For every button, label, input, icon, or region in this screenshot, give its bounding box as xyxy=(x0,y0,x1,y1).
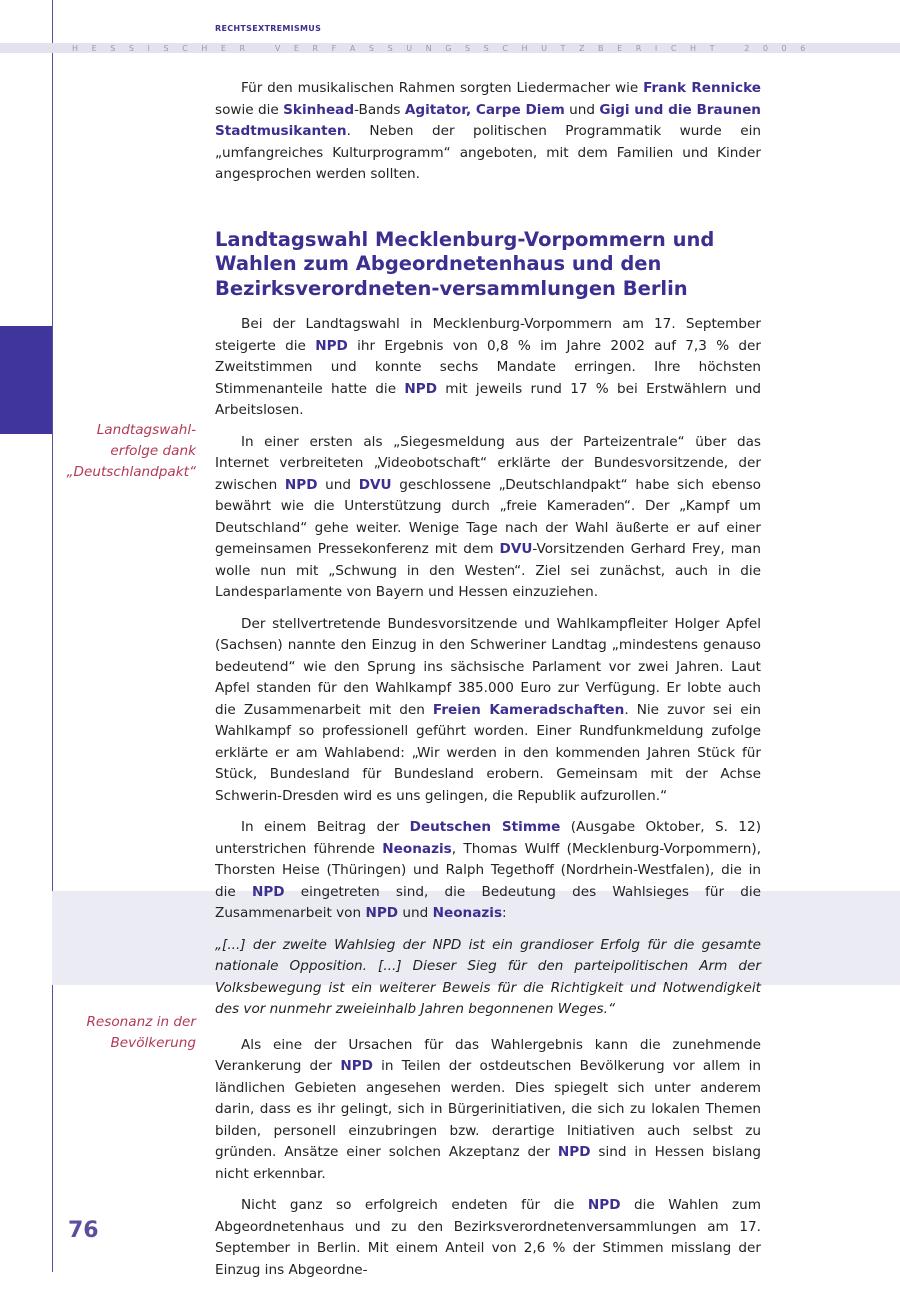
running-header-letter: C xyxy=(502,43,508,53)
page-number: 76 xyxy=(68,1218,99,1243)
highlighted-term: Agitator, Carpe Diem xyxy=(404,101,565,118)
running-header-letter: S xyxy=(368,43,374,53)
running-header-letter: H xyxy=(521,43,528,53)
highlighted-term: Freien Kameradschaften xyxy=(432,701,625,718)
paragraph: Der stellvertretende Bundesvorsitzende und Wahlkampfleiter Holger Apfel (Sachsen) nannte den Einzug in den Schweriner Landtag „mindestens genauso bedeutend“ wie den Sprung ins sächsische Parlament vor zwei Jahren. Laut Apfel standen für den Wahlkampf 385.000 Euro zur Verfügung. Er lobte auch die Zusammenarbeit mit den Freien Kameradschaften. Nie zuvor sei ein Wahlkampf so professionell geführt worden. Einer Rundfunkmeldung zufolge erklärte er am Wahlabend: „Wir werden in den kommenden Jahren Stück für Stück, Bundesland für Bundesland erobern. Gemeinsam mit der Achse Schwerin-Dresden wird es uns gelingen, die Republik aufzurollen.“ xyxy=(215,615,761,804)
running-header-letter: S xyxy=(465,43,471,53)
section-label: RECHTSEXTREMISMUS xyxy=(215,24,322,33)
highlighted-term: NPD xyxy=(315,337,348,354)
chapter-tab xyxy=(0,326,52,434)
running-header-letter: T xyxy=(560,43,566,53)
running-header-letter: S xyxy=(110,43,116,53)
running-header-letter: I xyxy=(654,43,658,53)
running-header-letter: V xyxy=(274,43,281,53)
highlighted-term: NPD xyxy=(404,380,437,397)
running-header-letter: S xyxy=(483,43,489,53)
running-header-letter: R xyxy=(312,43,319,53)
highlighted-term: NPD xyxy=(340,1058,373,1074)
highlighted-term: Neonazis xyxy=(432,905,503,921)
running-header-letter: F xyxy=(331,43,337,53)
running-header-letter: C xyxy=(182,43,188,53)
margin-note-landtagswahl xyxy=(60,420,196,483)
running-header-gap xyxy=(819,44,822,53)
margin-note-line: Resonanz in der xyxy=(86,1014,196,1030)
running-header-letter: N xyxy=(425,43,432,53)
paragraph: Nicht ganz so erfolgreich endeten für die NPD die Wahlen zum Abgeordnetenhaus und zu den Bezirksverordnetenversammlungen am 17. September in Berlin. Mit einem Anteil von 2,6 % der Stimmen misslang der Einzug ins Abgeordne- xyxy=(215,1197,762,1278)
paragraph: Für den musikalischen Rahmen sorgten Liedermacher wie Frank Rennicke sowie die Skinhead-Bands Agitator, Carpe Diem und Gigi und die Braunen Stadtmusikanten. Neben der politischen Programmatik wurde ein „umfangreiches Kulturprogramm“ angeboten, mit dem Familien und Kinder angesprochen werden sollten. xyxy=(215,80,761,182)
highlighted-term: NPD xyxy=(251,883,285,900)
margin-note-line: Landtagswahl- xyxy=(96,422,196,438)
running-header-letter: 0 xyxy=(762,43,768,53)
highlighted-term: Frank Rennicke xyxy=(643,80,761,96)
running-header-letter: 0 xyxy=(781,43,787,53)
paragraph: In einem Beitrag der Deutschen Stimme (Ausgabe Oktober, S. 12) unterstrichen führende Neonazis, Thomas Wulff (Mecklenburg-Vorpommern), Thorsten Heise (Thüringen) und Ralph Tegethoff (Nordrhein-Westfalen), die in die NPD eingetreten sind, die Bedeutung des Wahlsieges für die Zusammenarbeit von NPD und Neonazis: xyxy=(215,819,762,921)
highlighted-term: Skinhead xyxy=(283,101,355,118)
running-header-letter: G xyxy=(445,43,452,53)
running-header-letter: E xyxy=(91,43,97,53)
running-header-letter: U xyxy=(406,43,413,53)
running-header-letter: H xyxy=(72,43,79,53)
margin-note-line: „Deutschlandpakt“ xyxy=(66,464,196,480)
running-header-letter: R xyxy=(635,43,642,53)
running-header-letter: S xyxy=(387,43,393,53)
running-header-letter: H xyxy=(201,43,208,53)
paragraph: In einer ersten als „Siegesmeldung aus der Parteizentrale“ über das Internet verbreiteten „Videobotschaft“ erklärte der Bundesvorsitzende, der zwischen NPD und DVU geschlossene „Deutschlandpakt“ habe sich ebenso bewährt wie die Unterstützung durch „freie Kameraden“. Der „Kampf um Deutschland“ gehe weiter. Wenige Tage nach der Wahl äußerte er auf einer gemeinsamen Pressekonferenz mit dem DVU-Vorsitzenden Gerhard Frey, man wolle nun mit „Schwung in den Westen“. Ziel sei zunächst, auch in die Landesparlamente von Bayern und Hessen einzuziehen. xyxy=(215,433,761,600)
main-text xyxy=(215,78,761,1291)
running-header-gap xyxy=(728,44,731,53)
highlighted-term: Gigi und die Braunen Stadtmusikanten xyxy=(215,101,761,139)
highlighted-term: Deutschen Stimme xyxy=(409,819,561,835)
section-heading: Landtagswahl Mecklenburg-Vorpommern und Wahlen zum Abgeordnetenhaus und den Bezirksverordneten-versammlungen Berlin xyxy=(215,227,715,300)
paragraph: Als eine der Ursachen für das Wahlergebnis kann die zunehmende Verankerung der NPD in Teilen der ostdeutschen Bevölkerung vor allem in ländlichen Gebieten angesehen werden. Dies spiegelt sich unter anderem darin, dass es ihr gelingt, sich in Bürgerinitiativen, die sich zu lokalen Themen bilden, personell einzubringen bzw. derartige Initiativen auch selbst zu gründen. Ansätze einer solchen Akzeptanz der NPD sind in Hessen bislang nicht erkennbar. xyxy=(215,1036,761,1182)
running-header-letter: T xyxy=(709,43,715,53)
running-header-letter: 6 xyxy=(800,43,806,53)
highlighted-term: NPD xyxy=(557,1144,591,1160)
margin-note-line: erfolge dank xyxy=(110,443,196,459)
running-header-letter: H xyxy=(690,43,697,53)
running-header-letter: C xyxy=(670,43,677,53)
highlighted-term: NPD xyxy=(284,476,318,493)
running-header-letter: R xyxy=(239,43,246,53)
paragraph: Bei der Landtagswahl in Mecklenburg-Vorpommern am 17. September steigerte die NPD ihr Ergebnis von 0,8 % im Jahre 2002 auf 7,3 % der Zweitstimmen und konnte sechs Mandate erringen. Ihre höchsten Stimmenanteile hatte die NPD mit jeweils rund 17 % bei Erstwählern und Arbeitslosen. xyxy=(215,316,761,418)
running-header xyxy=(72,43,822,53)
running-header-letter: S xyxy=(163,43,169,53)
highlighted-term: DVU xyxy=(358,476,392,493)
running-header-letter: S xyxy=(128,43,134,53)
running-header-letter: E xyxy=(220,43,226,53)
running-header-letter: U xyxy=(541,43,547,53)
highlighted-term: Neonazis xyxy=(382,840,452,857)
block-quote: „[...] der zweite Wahlsieg der NPD ist ein grandioser Erfolg für die gesamte nationale Opposition. [...] Dieser Sieg für den parteipolitischen Arm der Volksbewegung ist ein weiterer Beweis für die Richtigkeit und Notwendigkeit des vor nunmehr zweieinhalb Jahren begonnenen Weges.“ xyxy=(215,936,761,1017)
running-header-letter: E xyxy=(617,43,623,53)
running-header-letter: I xyxy=(147,43,150,53)
margin-note-resonanz xyxy=(60,1012,196,1054)
highlighted-term: NPD xyxy=(587,1197,621,1213)
margin-note-line: Bevölkerung xyxy=(110,1035,196,1051)
running-header-letter: Z xyxy=(578,43,585,53)
running-header-gap xyxy=(259,44,262,53)
margin-rule xyxy=(52,0,53,1272)
running-header-letter: B xyxy=(598,43,604,53)
highlighted-term: DVU xyxy=(499,541,533,557)
running-header-letter: E xyxy=(293,43,299,53)
running-header-letter: 2 xyxy=(744,43,750,53)
highlighted-term: NPD xyxy=(365,905,399,921)
running-header-letter: A xyxy=(349,43,356,53)
